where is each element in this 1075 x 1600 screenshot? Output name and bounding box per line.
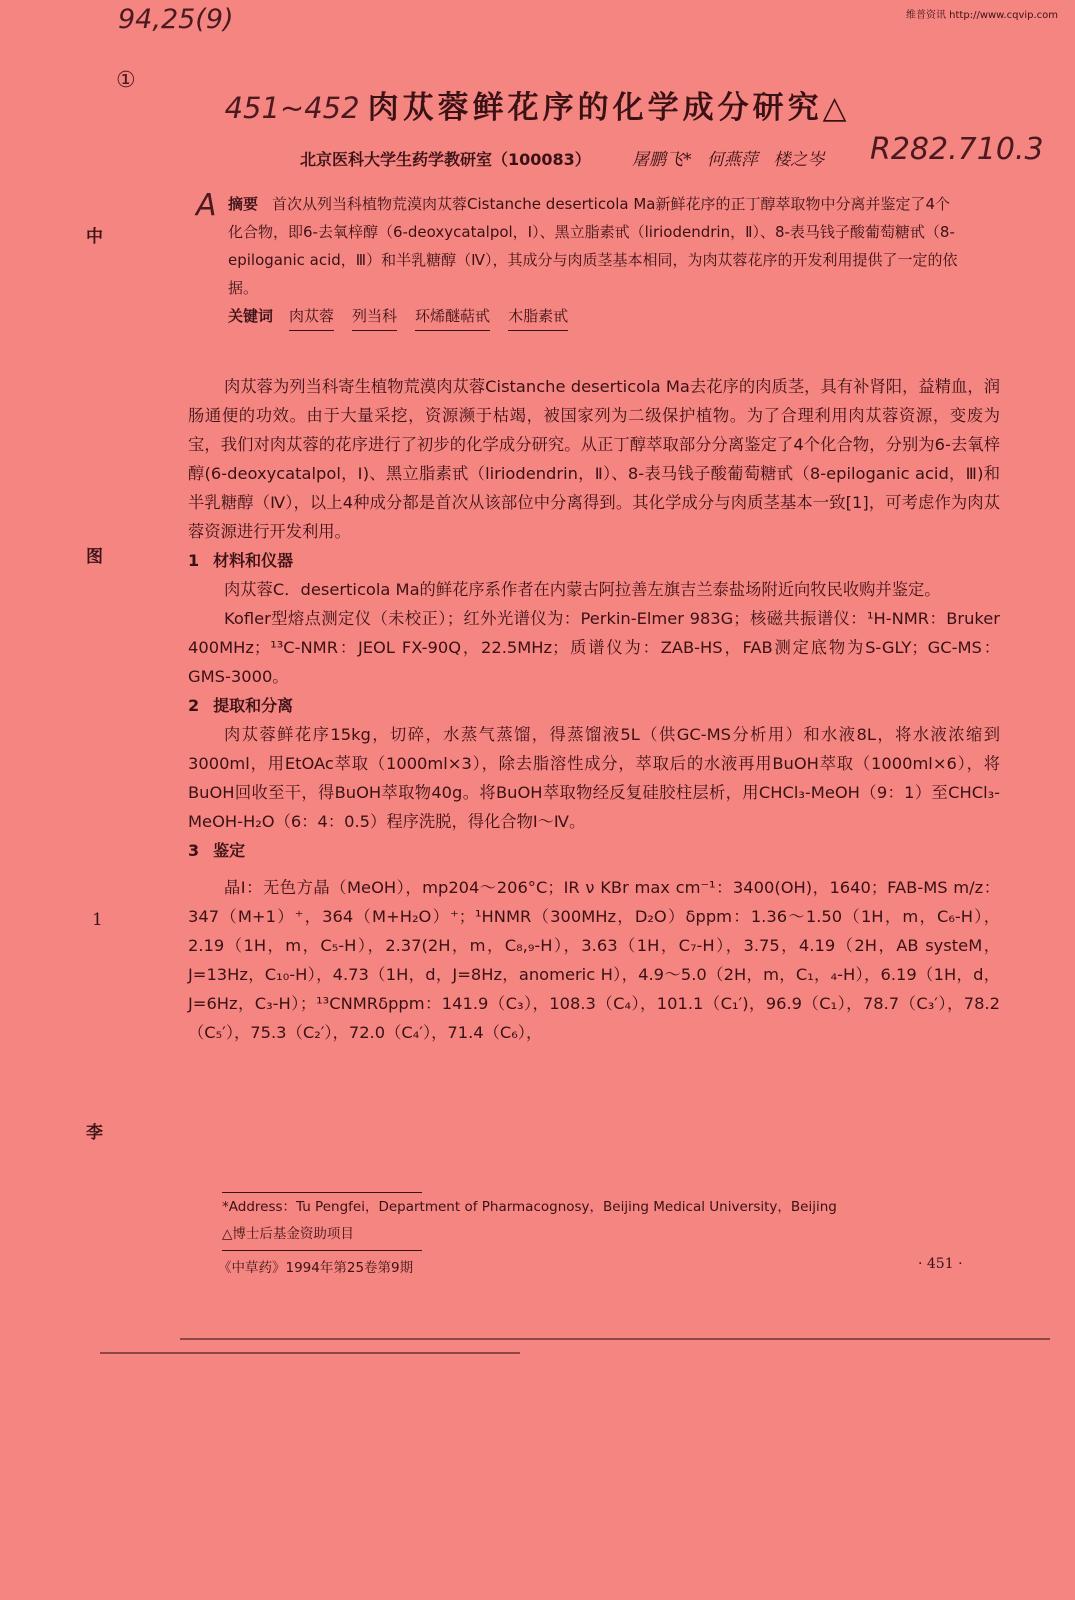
margin-char: 图: [86, 547, 103, 567]
footnote-funding: △博士后基金资助项目: [222, 1226, 354, 1242]
author: 楼之岑: [773, 150, 825, 170]
section-number: 2: [188, 696, 200, 715]
scan-artifact-line: [180, 1338, 1050, 1340]
margin-char: 1: [92, 910, 103, 930]
intro-paragraph: 肉苁蓉为列当科寄生植物荒漠肉苁蓉Cistanche deserticola Ma去花序的肉质茎，具有补肾阳，益精血，润肠通便的功效。由于大量采挖，资源濒于枯竭，被国家列为二级保护植物。为了合理利用肉苁蓉资源，变废为宝，我们对肉苁蓉的花序进行了初步的化学成分研究。从正丁醇萃取部分分离鉴定了4个化合物，分别为6-去氧梓醇(6-deoxycatalpol，Ⅰ)、黑立脂素甙（liriodendrin，Ⅱ）、8-表马钱子酸葡萄糖甙（8-epiloganic acid，Ⅲ)和半乳糖醇（Ⅳ），以上4种成分都是首次从该部位中分离得到。其化学成分与肉质茎基本一致[1]，可考虑作为肉苁蓉资源进行开发利用。: [188, 377, 1000, 541]
scan-artifact-line: [100, 1352, 520, 1354]
paragraph: 晶Ⅰ：无色方晶（MeOH），mp204～206°C；IR ν KBr max cm⁻¹：3400(OH)，1640；FAB-MS m/z：347（M+1）⁺，364（M+H₂O）⁺；¹HNMR（300MHz，D₂O）δppm：1.36～1.50（1H，m，C₆-H），2.19（1H，m，C₅-H），2.37(2H，m，C₈,₉-H），3.63（1H，C₇-H），3.75，4.19（2H，AB systeM，J=13Hz，C₁₀-H），4.73（1H，d，J=8Hz，anomeric H），4.9～5.0（2H，m，C₁，₄-H），6.19（1H，d，J=6Hz，C₃-H）；¹³CNMRδppm：141.9（C₃），108.3（C₄），101.1（C₁′)，96.9（C₁），78.7（C₃′），78.2（C₅′），75.3（C₂′），72.0（C₄′），71.4（C₆），: [188, 878, 1000, 1042]
section-number: 1: [188, 551, 200, 570]
journal-citation: 《中草药》1994年第25卷第9期: [218, 1260, 414, 1276]
section-heading: [188, 836, 1000, 865]
keyword: 环烯醚萜甙: [415, 302, 490, 331]
paper-title: 肉苁蓉鲜花序的化学成分研究△: [367, 90, 851, 126]
author: 何燕萍: [706, 150, 758, 170]
section-title: 鉴定: [213, 841, 246, 860]
keyword: 列当科: [352, 302, 397, 331]
abstract-text: 首次从列当科植物荒漠肉苁蓉Cistanche deserticola Ma新鲜花序的正丁醇萃取物中分离并鉴定了4个化合物，即6-去氧梓醇（6-deoxycatalpol，Ⅰ）、黑立脂素甙（liriodendrin，Ⅱ）、8-表马钱子酸葡萄糖甙（8-epiloganic acid，Ⅲ）和半乳糖醇（Ⅳ），其成分与肉质茎基本相同，为肉苁蓉花序的开发利用提供了一定的依据。: [228, 195, 958, 297]
keywords: [228, 302, 964, 331]
author-list: [632, 145, 834, 170]
abstract: [228, 190, 964, 302]
section-heading: [188, 546, 1000, 575]
margin-char: 中: [86, 227, 103, 247]
keywords-label: 关键词: [228, 307, 274, 325]
section-title: 提取和分离: [213, 696, 294, 715]
watermark: 维普资讯 http://www.cqvip.com: [906, 10, 1059, 21]
handwritten-abstract-mark: A: [196, 188, 217, 223]
page-number: · 451 ·: [918, 1256, 963, 1272]
author: 屠鹏飞*: [632, 150, 692, 170]
footnote-rule: [222, 1250, 422, 1251]
keyword: 木脂素甙: [508, 302, 568, 331]
paragraph: Kofler型熔点测定仪（未校正）；红外光谱仪为：Perkin-Elmer 983G；核磁共振谱仪：¹H-NMR：Bruker 400MHz；¹³C-NMR：JEOL FX-90Q，22.5MHz；质谱仪为：ZAB-HS，FAB测定底物为S-GLY；GC-MS：GMS-3000。: [188, 609, 1000, 686]
abstract-label: 摘要: [228, 195, 259, 213]
handwritten-page-range: 451~452: [224, 91, 360, 125]
handwritten-circled-mark: ①: [116, 68, 136, 93]
paragraph: 肉苁蓉鲜花序15kg，切碎，水蒸气蒸馏，得蒸馏液5L（供GC-MS分析用）和水液8L，将水液浓缩到3000ml，用EtOAc萃取（1000ml×3），除去脂溶性成分，萃取后的水液再用BuOH萃取（1000ml×6），将BuOH回收至干，得BuOH萃取物40g。将BuOH萃取物经反复硅胶柱层析，用CHCl₃-MeOH（9：1）至CHCl₃-MeOH-H₂O（6：4：0.5）程序洗脱，得化合物Ⅰ～Ⅳ。: [188, 725, 1000, 831]
margin-char: 李: [86, 1123, 103, 1143]
keyword: 肉苁蓉: [289, 302, 334, 331]
section-number: 3: [188, 841, 200, 860]
paragraph: 肉苁蓉C．deserticola Ma的鲜花序系作者在内蒙古阿拉善左旗吉兰泰盐场附近向牧民收购并鉴定。: [224, 580, 941, 599]
section-title: 材料和仪器: [213, 551, 294, 570]
affiliation: 北京医科大学生药学教研室（100083）: [300, 150, 591, 169]
paper-title-row: [0, 82, 1075, 127]
footnote-address: *Address：Tu Pengfei，Department of Pharmacognosy，Beijing Medical University，Beijing: [222, 1199, 837, 1215]
section-heading: [188, 691, 1000, 720]
handwritten-class-code: R282.710.3: [870, 132, 1044, 167]
body-text: [188, 372, 1000, 1047]
handwritten-issue-note: 94,25(9): [118, 4, 234, 35]
footnote-rule: [222, 1192, 422, 1193]
